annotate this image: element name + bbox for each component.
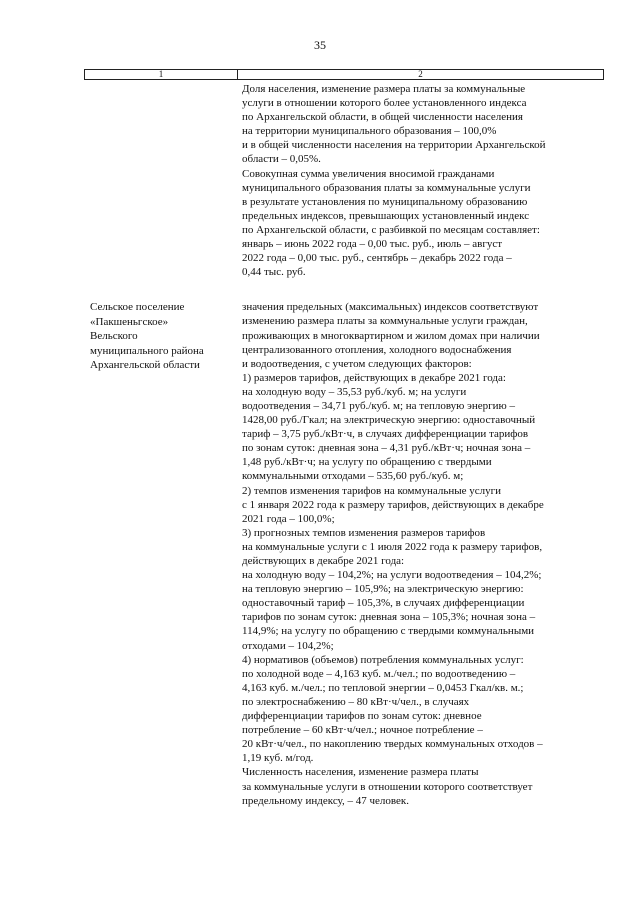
text-line: и водоотведения, с учетом следующих факторов: xyxy=(242,357,472,370)
description-cell xyxy=(242,82,604,279)
text-line: 114,9%; на услугу по обращению с твердыми коммунальными xyxy=(242,625,535,638)
text-line: области – 0,05%. xyxy=(242,153,321,166)
municipality-name-line: Вельского xyxy=(90,330,138,343)
text-line: муниципального образования платы за коммунальные услуги xyxy=(242,181,531,194)
text-line: тарифов по зонам суток: дневная зона – 105,3%; ночная зона – xyxy=(242,611,536,624)
text-line: 20 кВт·ч/чел., по накоплению твердых коммунальных отходов – xyxy=(242,738,543,751)
text-line: по Архангельской области, с разбивкой по месяцам составляет: xyxy=(242,223,540,236)
text-line: дифференциации тарифов по зонам суток: дневное xyxy=(242,710,482,723)
text-line: значения предельных (максимальных) индексов соответствуют xyxy=(242,301,539,314)
municipality-name-line: муниципального района xyxy=(90,344,204,357)
table-row xyxy=(0,300,640,807)
table-row xyxy=(0,82,640,279)
text-line: на тепловую энергию – 105,9%; на электрическую энергию: xyxy=(242,583,524,596)
description-cell xyxy=(242,300,604,807)
text-line: действующих в декабре 2021 года: xyxy=(242,555,405,567)
text-line: 1,48 руб./кВт·ч; на услугу по обращению с твердыми xyxy=(242,456,492,469)
municipality-name-line: «Пакшеньгское» xyxy=(90,315,169,328)
text-line: на холодную воду – 104,2%; на услуги водоотведения – 104,2%; xyxy=(242,569,542,582)
text-line: централизованного отопления, холодного водоснабжения xyxy=(242,343,512,356)
column-header-1: 1 xyxy=(85,70,238,79)
text-line: услуги в отношении которого более установленного индекса xyxy=(242,97,527,110)
text-line: по холодной воде – 4,163 куб. м./чел.; по водоотведению – xyxy=(242,667,516,680)
text-line: 1,19 куб. м/год. xyxy=(242,752,314,765)
text-line: одноставочный тариф – 105,3%, в случаях дифференциации xyxy=(242,597,525,610)
text-line: 1428,00 руб./Гкал; на электрическую энергию: одноставочный xyxy=(242,414,536,427)
text-line: 2022 года – 0,00 тыс. руб., сентябрь – декабрь 2022 года – xyxy=(242,252,512,265)
column-header-2: 2 xyxy=(418,69,423,79)
text-line: 4,163 куб. м./чел.; по тепловой энергии – 0,0453 Гкал/кв. м.; xyxy=(242,681,524,694)
text-line: тариф – 3,75 руб./кВт·ч, в случаях дифференциации тарифов xyxy=(242,428,529,441)
text-line: изменению размера платы за коммунальные услуги граждан, xyxy=(242,315,528,328)
municipality-name-line: Архангельской области xyxy=(90,359,200,372)
text-line: 2) темпов изменения тарифов на коммунальные услуги xyxy=(242,484,502,497)
text-line: по электроснабжению – 80 кВт·ч/чел., в случаях xyxy=(242,695,470,708)
text-line: водоотведения – 34,71 руб./куб. м; на тепловую энергию – xyxy=(242,399,515,412)
text-line: по Архангельской области, в общей численности населения xyxy=(242,111,523,124)
text-line: коммунальными отходами – 535,60 руб./куб. м; xyxy=(242,470,464,483)
text-line: на коммунальные услуги с 1 июля 2022 года к размеру тарифов, xyxy=(242,540,543,553)
text-line: Доля населения, изменение размера платы за коммунальные xyxy=(242,83,526,95)
text-line: по зонам суток: дневная зона – 4,31 руб./кВт·ч; ночная зона – xyxy=(242,442,531,455)
text-line: на территории муниципального образования – 100,0% xyxy=(242,125,497,138)
municipality-name-line: Сельское поселение xyxy=(90,301,185,314)
text-line: 2021 года – 100,0%; xyxy=(242,512,335,525)
text-line: за коммунальные услуги в отношении которого соответствует xyxy=(242,780,533,793)
text-line: и в общей численности населения на территории Архангельской xyxy=(242,139,546,152)
text-line: предельному индексу, – 47 человек. xyxy=(242,794,409,807)
table-body xyxy=(0,82,640,808)
text-line: 4) нормативов (объемов) потребления коммунальных услуг: xyxy=(242,653,524,666)
text-line: на холодную воду – 35,53 руб./куб. м; на услуги xyxy=(242,385,467,398)
table-header xyxy=(84,69,604,80)
text-line: отходами – 104,2%; xyxy=(242,639,334,652)
text-line: в результате установления по муниципальному образованию xyxy=(242,195,528,208)
text-line: потребление – 60 кВт·ч/чел.; ночное потребление – xyxy=(242,724,483,737)
text-line: 3) прогнозных темпов изменения размеров тарифов xyxy=(242,526,486,539)
text-line: январь – июнь 2022 года – 0,00 тыс. руб., июль – август xyxy=(242,238,503,251)
text-line: 0,44 тыс. руб. xyxy=(242,266,306,279)
text-line: Совокупная сумма увеличения вносимой гражданами xyxy=(242,167,495,180)
municipality-cell xyxy=(90,300,235,373)
text-line: проживающих в многоквартирном и жилом домах при наличии xyxy=(242,329,540,342)
text-line: с 1 января 2022 года к размеру тарифов, действующих в декабре xyxy=(242,498,544,511)
page-number: 35 xyxy=(314,38,326,52)
text-line: Численность населения, изменение размера платы xyxy=(242,766,479,779)
text-line: 1) размеров тарифов, действующих в декабре 2021 года: xyxy=(242,371,506,384)
text-line: предельных индексов, превышающих установленный индекс xyxy=(242,209,530,222)
